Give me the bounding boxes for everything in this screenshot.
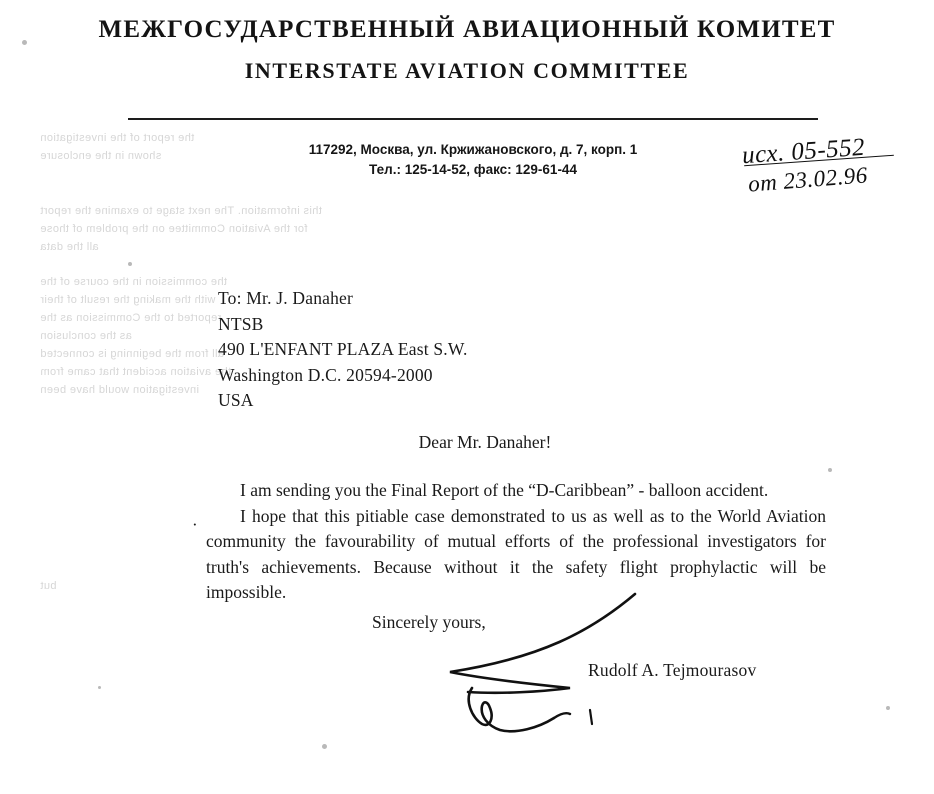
bleedthrough-line: the aviation accident that came from xyxy=(40,366,232,378)
bleedthrough-line: the commission in the course of the xyxy=(40,276,228,288)
scan-speck xyxy=(22,40,27,45)
recipient-line: USA xyxy=(218,390,254,410)
recipient-line: Washington D.C. 20594-2000 xyxy=(218,364,433,385)
recipient-address-block xyxy=(218,286,468,414)
contact-line: Тел.: 125-14-52, факс: 129-61-44 xyxy=(369,162,577,177)
bleedthrough-line: the report of the investigation xyxy=(40,132,195,144)
bleedthrough-line: as the conclusion xyxy=(40,330,132,342)
letterhead-divider xyxy=(128,118,818,120)
body-paragraph: I am sending you the Final Report of the “D-Caribbean” - balloon accident. xyxy=(240,480,769,500)
bleedthrough-line: investigation would have been xyxy=(40,384,199,396)
letter-body xyxy=(206,478,826,606)
salutation: Dear Mr. Danaher! xyxy=(418,432,552,452)
scan-speck xyxy=(886,706,890,710)
bleedthrough-line: shown in the enclosure xyxy=(40,150,162,162)
body-paragraph: I hope that this pitiable case demonstrated to us as well as to the World Aviation community the favourability of mutual efforts of the professional investigators for truth's achievements. Because without it the safety flight prophylactic will be impossible. xyxy=(206,505,826,602)
bleedthrough-line: with the making the result of their xyxy=(40,294,216,306)
recipient-line: 490 L'ENFANT PLAZA East S.W. xyxy=(218,339,468,359)
letterhead-address-block xyxy=(128,140,818,180)
handwritten-reference-number: исх. 05-552 xyxy=(741,133,866,170)
bleedthrough-line: all the data xyxy=(40,241,99,253)
bleedthrough-line: reported to the Commission as the xyxy=(40,312,222,324)
letterhead-organization-ru: МЕЖГОСУДАРСТВЕННЫЙ АВИАЦИОННЫЙ КОМИТЕТ xyxy=(98,16,836,43)
bleedthrough-line: but xyxy=(40,580,57,592)
scan-speck xyxy=(828,468,832,472)
signer-name: Rudolf A. Tejmourasov xyxy=(588,660,757,680)
scan-speck xyxy=(98,686,101,689)
margin-bullet-mark: · xyxy=(192,515,198,534)
recipient-line: To: Mr. J. Danaher xyxy=(218,288,354,308)
recipient-line: NTSB xyxy=(218,313,264,334)
scan-speck xyxy=(128,262,132,266)
bleedthrough-line: for the Aviation Committee on the problem of those xyxy=(40,223,308,235)
handwritten-date: от 23.02.96 xyxy=(747,162,869,197)
closing-line: Sincerely yours, xyxy=(372,612,486,632)
scan-speck xyxy=(322,744,327,749)
letterhead-organization-en: INTERSTATE AVIATION COMMITTEE xyxy=(244,58,690,83)
bleedthrough-line: this information. The next stage to examine the report xyxy=(40,205,322,217)
address-line: 117292, Москва, ул. Кржижановского, д. 7, корп. 1 xyxy=(308,142,638,157)
bleedthrough-line: all from the beginning is connected xyxy=(40,348,224,360)
